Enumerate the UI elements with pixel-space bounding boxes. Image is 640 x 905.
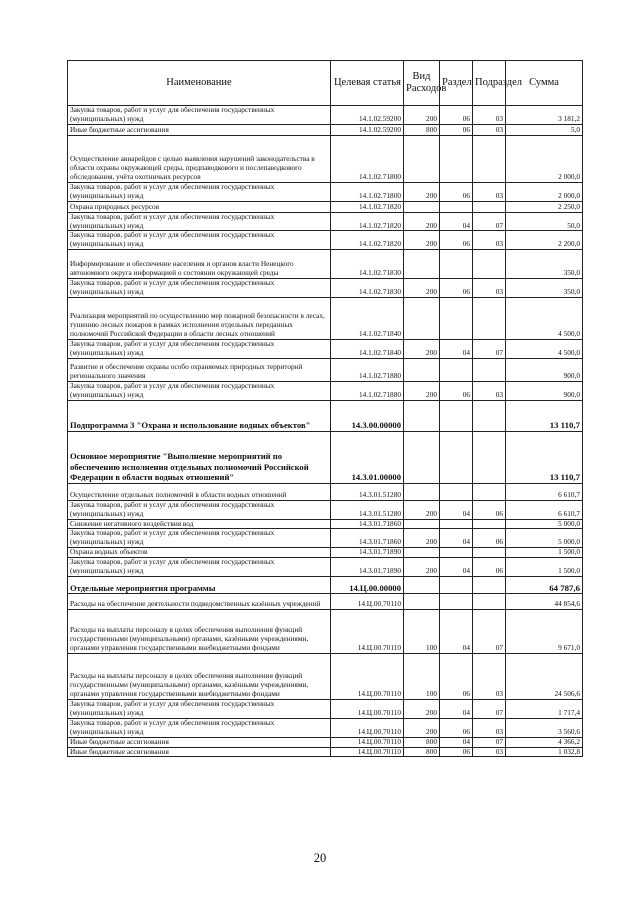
- row-name-cell: Охрана водных объектов: [68, 548, 331, 558]
- table-row: [68, 431, 583, 483]
- row-subsection-cell: 03: [473, 747, 506, 757]
- row-expense-type-cell: 100: [404, 610, 440, 654]
- row-name-cell: Реализация мероприятий по осуществлению мер пожарной безопасности в лесах, тушению лесных пожаров в рамках исполнения отдельных переданных полномочий Российской Федерации в области лесных отношений: [68, 298, 331, 340]
- row-section-cell: [440, 201, 473, 212]
- row-sum-cell: 24 506,6: [506, 654, 583, 700]
- header-target-article: Целевая статья: [331, 61, 404, 106]
- row-expense-type-cell: [404, 431, 440, 483]
- row-expense-type-cell: [404, 400, 440, 431]
- row-subsection-cell: 06: [473, 558, 506, 577]
- row-name-cell: Основное мероприятие "Выполнение мероприятий по обеспечению исполнения отдельных полномочий Российской Федерации в области водных отношений": [68, 431, 331, 483]
- row-expense-type-cell: [404, 250, 440, 279]
- row-section-cell: [440, 431, 473, 483]
- row-expense-type-cell: 200: [404, 340, 440, 359]
- row-subsection-cell: 06: [473, 529, 506, 548]
- row-subsection-cell: 07: [473, 737, 506, 747]
- row-target-article-cell: 14.Ц.00.00000: [331, 577, 404, 594]
- table-row: [68, 519, 583, 529]
- row-name-cell: Развитие и обеспечение охраны особо охраняемых природных территорий регионального значения: [68, 358, 331, 381]
- row-name-cell: Расходы на выплаты персоналу в целях обеспечения выполнения функций государственными (муниципальными) органами, казёнными учреждениями, органами управления государственными внебюджетными фондами: [68, 610, 331, 654]
- row-sum-cell: 5 000,0: [506, 529, 583, 548]
- row-name-cell: Осуществление отдельных полномочий в области водных отношений: [68, 483, 331, 500]
- row-sum-cell: 9 671,0: [506, 610, 583, 654]
- row-target-article-cell: 14.Ц.00.70110: [331, 594, 404, 610]
- row-subsection-cell: 07: [473, 700, 506, 719]
- row-expense-type-cell: 100: [404, 654, 440, 700]
- row-name-cell: Охрана природных ресурсов: [68, 201, 331, 212]
- row-name-cell: Иные бюджетные ассигнования: [68, 737, 331, 747]
- row-sum-cell: 350,0: [506, 279, 583, 298]
- row-sum-cell: 6 610,7: [506, 500, 583, 519]
- row-section-cell: 06: [440, 718, 473, 737]
- row-target-article-cell: 14.1.02.71800: [331, 182, 404, 201]
- row-target-article-cell: 14.3.01.71860: [331, 519, 404, 529]
- row-subsection-cell: 03: [473, 718, 506, 737]
- row-name-cell: Отдельные мероприятия программы: [68, 577, 331, 594]
- row-name-cell: Информирование и обеспечение населения и органов власти Ненецкого автономного округа информацией о состоянии окружающей среды: [68, 250, 331, 279]
- row-target-article-cell: 14.1.02.71830: [331, 279, 404, 298]
- row-sum-cell: 5,0: [506, 124, 583, 135]
- row-expense-type-cell: 200: [404, 182, 440, 201]
- row-subsection-cell: [473, 358, 506, 381]
- row-sum-cell: 50,0: [506, 212, 583, 231]
- row-target-article-cell: 14.Ц.00.70110: [331, 654, 404, 700]
- row-expense-type-cell: 200: [404, 381, 440, 400]
- row-target-article-cell: 14.3.01.71860: [331, 529, 404, 548]
- row-name-cell: Закупка товаров, работ и услуг для обеспечения государственных (муниципальных) нужд: [68, 558, 331, 577]
- row-target-article-cell: 14.1.02.71880: [331, 381, 404, 400]
- budget-table-sheet: [67, 60, 582, 757]
- row-target-article-cell: 14.1.02.71820: [331, 212, 404, 231]
- row-expense-type-cell: 200: [404, 231, 440, 250]
- row-section-cell: 04: [440, 529, 473, 548]
- table-row: [68, 250, 583, 279]
- header-expense-type: Вид Расходов: [404, 61, 440, 106]
- table-row: [68, 358, 583, 381]
- table-row: [68, 135, 583, 182]
- row-expense-type-cell: 200: [404, 279, 440, 298]
- row-target-article-cell: 14.Ц.00.70110: [331, 718, 404, 737]
- row-section-cell: 04: [440, 558, 473, 577]
- table-row: [68, 298, 583, 340]
- table-row: [68, 718, 583, 737]
- row-sum-cell: 1 500,0: [506, 548, 583, 558]
- row-sum-cell: 4 366,2: [506, 737, 583, 747]
- row-name-cell: Осуществление авиарейдов с целью выявления нарушений законодательства в области охраны окружающей среды, предпаводкового и послепаводкового обследования, учёта охотничьих ресурсов: [68, 135, 331, 182]
- row-sum-cell: 13 110,7: [506, 400, 583, 431]
- table-row: [68, 483, 583, 500]
- row-target-article-cell: 14.1.02.71880: [331, 358, 404, 381]
- row-section-cell: 04: [440, 500, 473, 519]
- row-expense-type-cell: 200: [404, 212, 440, 231]
- row-name-cell: Иные бюджетные ассигнования: [68, 124, 331, 135]
- row-name-cell: Расходы на выплаты персоналу в целях обеспечения выполнения функций государственными (муниципальными) органами, казёнными учреждениями, органами управления государственными внебюджетными фондами: [68, 654, 331, 700]
- row-name-cell: Закупка товаров, работ и услуг для обеспечения государственных (муниципальных) нужд: [68, 279, 331, 298]
- row-expense-type-cell: 800: [404, 124, 440, 135]
- row-sum-cell: 1 717,4: [506, 700, 583, 719]
- row-subsection-cell: 03: [473, 124, 506, 135]
- row-subsection-cell: 03: [473, 182, 506, 201]
- row-sum-cell: 1 500,0: [506, 558, 583, 577]
- row-expense-type-cell: 800: [404, 737, 440, 747]
- row-sum-cell: 900,0: [506, 358, 583, 381]
- row-section-cell: [440, 358, 473, 381]
- header-sum: Сумма: [506, 61, 583, 106]
- table-row: [68, 381, 583, 400]
- row-target-article-cell: 14.1.02.71830: [331, 250, 404, 279]
- row-target-article-cell: 14.3.01.51280: [331, 500, 404, 519]
- row-target-article-cell: 14.3.00.00000: [331, 400, 404, 431]
- table-row: [68, 594, 583, 610]
- table-row: [68, 212, 583, 231]
- row-subsection-cell: [473, 298, 506, 340]
- table-row: [68, 231, 583, 250]
- row-subsection-cell: [473, 577, 506, 594]
- row-subsection-cell: 06: [473, 500, 506, 519]
- row-sum-cell: 2 000,0: [506, 182, 583, 201]
- row-section-cell: [440, 548, 473, 558]
- table-header-row: [68, 61, 583, 106]
- row-section-cell: 04: [440, 737, 473, 747]
- row-expense-type-cell: [404, 298, 440, 340]
- row-sum-cell: 4 500,0: [506, 298, 583, 340]
- table-row: [68, 106, 583, 125]
- row-expense-type-cell: 200: [404, 500, 440, 519]
- budget-table: [67, 60, 583, 757]
- row-target-article-cell: 14.1.02.71840: [331, 340, 404, 359]
- row-section-cell: [440, 400, 473, 431]
- row-expense-type-cell: [404, 135, 440, 182]
- row-target-article-cell: 14.3.01.00000: [331, 431, 404, 483]
- row-expense-type-cell: 200: [404, 529, 440, 548]
- row-subsection-cell: [473, 548, 506, 558]
- row-section-cell: [440, 135, 473, 182]
- row-section-cell: 06: [440, 279, 473, 298]
- row-section-cell: 04: [440, 700, 473, 719]
- table-row: [68, 340, 583, 359]
- table-row: [68, 558, 583, 577]
- row-name-cell: Подпрограмма 3 "Охрана и использование водных объектов": [68, 400, 331, 431]
- row-subsection-cell: [473, 201, 506, 212]
- row-target-article-cell: 14.3.01.71890: [331, 558, 404, 577]
- row-expense-type-cell: [404, 519, 440, 529]
- table-row: [68, 182, 583, 201]
- row-name-cell: Снижение негативного воздействия вод: [68, 519, 331, 529]
- row-subsection-cell: [473, 483, 506, 500]
- table-row: [68, 201, 583, 212]
- row-target-article-cell: 14.Ц.00.70110: [331, 700, 404, 719]
- row-section-cell: [440, 519, 473, 529]
- row-subsection-cell: [473, 519, 506, 529]
- row-subsection-cell: 03: [473, 279, 506, 298]
- header-section: Раздел: [440, 61, 473, 106]
- row-name-cell: Закупка товаров, работ и услуг для обеспечения государственных (муниципальных) нужд: [68, 700, 331, 719]
- row-subsection-cell: 03: [473, 231, 506, 250]
- row-sum-cell: 900,0: [506, 381, 583, 400]
- table-row: [68, 124, 583, 135]
- row-target-article-cell: 14.1.02.59200: [331, 124, 404, 135]
- row-expense-type-cell: 200: [404, 700, 440, 719]
- row-name-cell: Закупка товаров, работ и услуг для обеспечения государственных (муниципальных) нужд: [68, 340, 331, 359]
- row-subsection-cell: 07: [473, 212, 506, 231]
- row-expense-type-cell: 200: [404, 106, 440, 125]
- row-target-article-cell: 14.1.02.71840: [331, 298, 404, 340]
- row-subsection-cell: 07: [473, 610, 506, 654]
- row-name-cell: Закупка товаров, работ и услуг для обеспечения государственных (муниципальных) нужд: [68, 182, 331, 201]
- row-section-cell: 06: [440, 231, 473, 250]
- row-name-cell: Закупка товаров, работ и услуг для обеспечения государственных (муниципальных) нужд: [68, 106, 331, 125]
- row-sum-cell: 2 250,0: [506, 201, 583, 212]
- row-sum-cell: 2 200,0: [506, 231, 583, 250]
- table-row: [68, 548, 583, 558]
- row-sum-cell: 3 560,6: [506, 718, 583, 737]
- row-section-cell: 04: [440, 212, 473, 231]
- row-expense-type-cell: [404, 548, 440, 558]
- table-row: [68, 747, 583, 757]
- row-name-cell: Иные бюджетные ассигнования: [68, 747, 331, 757]
- row-sum-cell: 6 610,7: [506, 483, 583, 500]
- row-target-article-cell: 14.1.02.71820: [331, 231, 404, 250]
- row-sum-cell: 4 500,0: [506, 340, 583, 359]
- row-name-cell: Закупка товаров, работ и услуг для обеспечения государственных (муниципальных) нужд: [68, 212, 331, 231]
- row-sum-cell: 2 000,0: [506, 135, 583, 182]
- row-section-cell: 06: [440, 182, 473, 201]
- row-subsection-cell: [473, 400, 506, 431]
- table-row: [68, 400, 583, 431]
- row-expense-type-cell: 800: [404, 747, 440, 757]
- row-expense-type-cell: [404, 577, 440, 594]
- row-sum-cell: 5 000,0: [506, 519, 583, 529]
- row-name-cell: Расходы на обеспечение деятельности подведомственных казённых учреждений: [68, 594, 331, 610]
- row-section-cell: 04: [440, 340, 473, 359]
- row-section-cell: 06: [440, 654, 473, 700]
- row-target-article-cell: 14.Ц.00.70110: [331, 747, 404, 757]
- row-expense-type-cell: [404, 483, 440, 500]
- row-expense-type-cell: [404, 358, 440, 381]
- row-subsection-cell: [473, 135, 506, 182]
- row-target-article-cell: 14.3.01.51280: [331, 483, 404, 500]
- row-section-cell: [440, 483, 473, 500]
- row-section-cell: 06: [440, 106, 473, 125]
- row-sum-cell: 64 787,6: [506, 577, 583, 594]
- table-row: [68, 654, 583, 700]
- row-section-cell: [440, 594, 473, 610]
- row-subsection-cell: 03: [473, 654, 506, 700]
- row-name-cell: Закупка товаров, работ и услуг для обеспечения государственных (муниципальных) нужд: [68, 718, 331, 737]
- table-row: [68, 500, 583, 519]
- row-name-cell: Закупка товаров, работ и услуг для обеспечения государственных (муниципальных) нужд: [68, 500, 331, 519]
- row-target-article-cell: 14.1.02.59200: [331, 106, 404, 125]
- page-number: 20: [313, 851, 327, 865]
- row-section-cell: 06: [440, 747, 473, 757]
- row-subsection-cell: 03: [473, 381, 506, 400]
- table-row: [68, 700, 583, 719]
- row-name-cell: Закупка товаров, работ и услуг для обеспечения государственных (муниципальных) нужд: [68, 231, 331, 250]
- table-row: [68, 737, 583, 747]
- row-subsection-cell: [473, 594, 506, 610]
- row-expense-type-cell: 200: [404, 558, 440, 577]
- row-section-cell: 06: [440, 381, 473, 400]
- table-row: [68, 529, 583, 548]
- row-sum-cell: 350,0: [506, 250, 583, 279]
- table-row: [68, 610, 583, 654]
- table-body: [68, 106, 583, 757]
- row-target-article-cell: 14.3.01.71890: [331, 548, 404, 558]
- row-section-cell: 04: [440, 610, 473, 654]
- row-section-cell: [440, 250, 473, 279]
- row-sum-cell: 1 032,8: [506, 747, 583, 757]
- row-target-article-cell: 14.1.02.71820: [331, 201, 404, 212]
- row-sum-cell: 3 181,2: [506, 106, 583, 125]
- row-target-article-cell: 14.Ц.00.70110: [331, 737, 404, 747]
- row-section-cell: 06: [440, 124, 473, 135]
- row-sum-cell: 44 854,6: [506, 594, 583, 610]
- row-section-cell: [440, 577, 473, 594]
- table-row: [68, 279, 583, 298]
- row-target-article-cell: 14.1.02.71800: [331, 135, 404, 182]
- row-name-cell: Закупка товаров, работ и услуг для обеспечения государственных (муниципальных) нужд: [68, 381, 331, 400]
- header-name: Наименование: [68, 61, 331, 106]
- row-name-cell: Закупка товаров, работ и услуг для обеспечения государственных (муниципальных) нужд: [68, 529, 331, 548]
- row-subsection-cell: [473, 431, 506, 483]
- row-expense-type-cell: [404, 201, 440, 212]
- row-section-cell: [440, 298, 473, 340]
- row-subsection-cell: 03: [473, 106, 506, 125]
- row-subsection-cell: [473, 250, 506, 279]
- row-expense-type-cell: [404, 594, 440, 610]
- row-target-article-cell: 14.Ц.00.70110: [331, 610, 404, 654]
- table-row: [68, 577, 583, 594]
- row-sum-cell: 13 110,7: [506, 431, 583, 483]
- row-expense-type-cell: 200: [404, 718, 440, 737]
- row-subsection-cell: 07: [473, 340, 506, 359]
- header-subsection: Подраздел: [473, 61, 506, 106]
